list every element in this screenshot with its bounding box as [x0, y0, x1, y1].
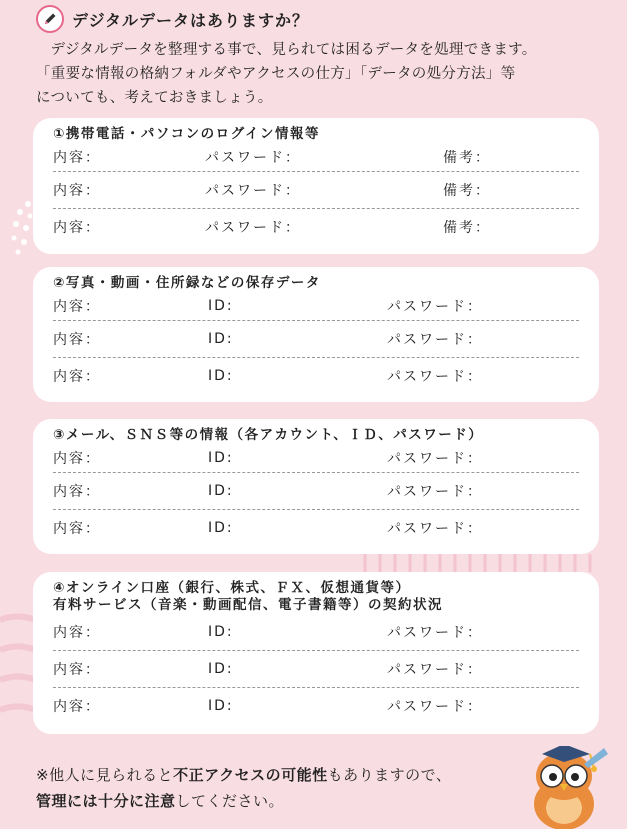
form-row[interactable]	[53, 687, 579, 724]
field-label-password: パスワード：	[387, 699, 483, 715]
field-label-notes: 備考：	[443, 183, 491, 199]
note-text: してください。	[175, 792, 285, 810]
intro-line-1: デジタルデータを整理する事で、見られては困るデータを処理できます。	[50, 42, 537, 58]
note-line-2	[36, 788, 451, 814]
field-label-password: パスワード：	[205, 220, 301, 236]
note-text: もありますので、	[327, 766, 452, 784]
field-label-id: ID:	[208, 520, 234, 536]
field-label-content: 内容：	[53, 451, 101, 467]
field-label-id: ID:	[208, 483, 234, 499]
card-title-line-1: ④オンライン口座（銀行、株式、ＦＸ、仮想通貨等）	[53, 580, 411, 596]
note-emphasis: 不正アクセスの可能性	[173, 766, 328, 784]
field-label-content: 内容：	[53, 220, 101, 236]
field-label-content: 内容：	[53, 662, 101, 678]
card-mail-sns	[33, 419, 599, 554]
intro-line-2: 「重要な情報の格納フォルダやアクセスの仕方」「データの処分方法」等	[36, 66, 516, 82]
card-title: ①携帯電話・パソコンのログイン情報等	[53, 126, 320, 142]
field-label-id: ID:	[208, 698, 234, 714]
note-line-1	[36, 762, 451, 788]
form-row[interactable]	[53, 171, 579, 208]
field-label-password: パスワード：	[205, 150, 301, 166]
field-label-password: パスワード：	[387, 369, 483, 385]
field-label-id: ID:	[208, 298, 234, 314]
field-label-id: ID:	[208, 331, 234, 347]
form-row[interactable]	[53, 208, 579, 245]
card-title-line-2: 有料サービス（音楽・動画配信、電子書籍等）の契約状況	[53, 597, 443, 613]
field-label-content: 内容：	[53, 183, 101, 199]
form-row[interactable]	[53, 509, 579, 546]
field-label-content: 内容：	[53, 484, 101, 500]
field-label-content: 内容：	[53, 299, 101, 315]
card-title: ②写真・動画・住所録などの保存データ	[53, 275, 321, 291]
form-row[interactable]	[53, 292, 579, 320]
intro-line-3: についても、考えておきましょう。	[36, 90, 273, 106]
decorative-brush-stripes	[360, 552, 610, 574]
owl-mascot-icon	[524, 746, 614, 829]
card-title: ③メール、ＳＮＳ等の情報（各アカウント、ＩＤ、パスワード）	[53, 427, 484, 443]
card-login-info	[33, 118, 599, 254]
field-label-id: ID:	[208, 661, 234, 677]
field-label-content: 内容：	[53, 699, 101, 715]
field-label-password: パスワード：	[387, 332, 483, 348]
form-row[interactable]	[53, 614, 579, 650]
note-text: ※他人に見られると	[36, 766, 174, 784]
field-label-content: 内容：	[53, 332, 101, 348]
field-label-password: パスワード：	[205, 183, 301, 199]
field-label-notes: 備考：	[443, 220, 491, 236]
pencil-icon	[36, 5, 64, 33]
card-saved-data	[33, 267, 599, 402]
field-label-password: パスワード：	[387, 521, 483, 537]
section-header	[36, 5, 309, 33]
warning-note	[36, 762, 451, 814]
field-label-content: 内容：	[53, 521, 101, 537]
field-label-password: パスワード：	[387, 625, 483, 641]
field-label-id: ID:	[208, 450, 234, 466]
form-row[interactable]	[53, 444, 579, 472]
form-row[interactable]	[53, 472, 579, 509]
card-online-accounts	[33, 572, 599, 734]
field-label-content: 内容：	[53, 150, 101, 166]
field-label-id: ID:	[208, 624, 234, 640]
note-emphasis: 管理には十分に注意	[36, 792, 176, 810]
field-label-password: パスワード：	[387, 299, 483, 315]
field-label-password: パスワード：	[387, 451, 483, 467]
field-label-password: パスワード：	[387, 484, 483, 500]
form-row[interactable]	[53, 650, 579, 687]
intro-text	[36, 38, 616, 110]
form-row[interactable]	[53, 320, 579, 357]
field-label-id: ID:	[208, 368, 234, 384]
field-label-notes: 備考：	[443, 150, 491, 166]
form-row[interactable]	[53, 357, 579, 394]
field-label-content: 内容：	[53, 625, 101, 641]
field-label-password: パスワード：	[387, 662, 483, 678]
page-title: デジタルデータはありますか？	[72, 10, 310, 30]
form-row[interactable]	[53, 143, 579, 171]
field-label-content: 内容：	[53, 369, 101, 385]
